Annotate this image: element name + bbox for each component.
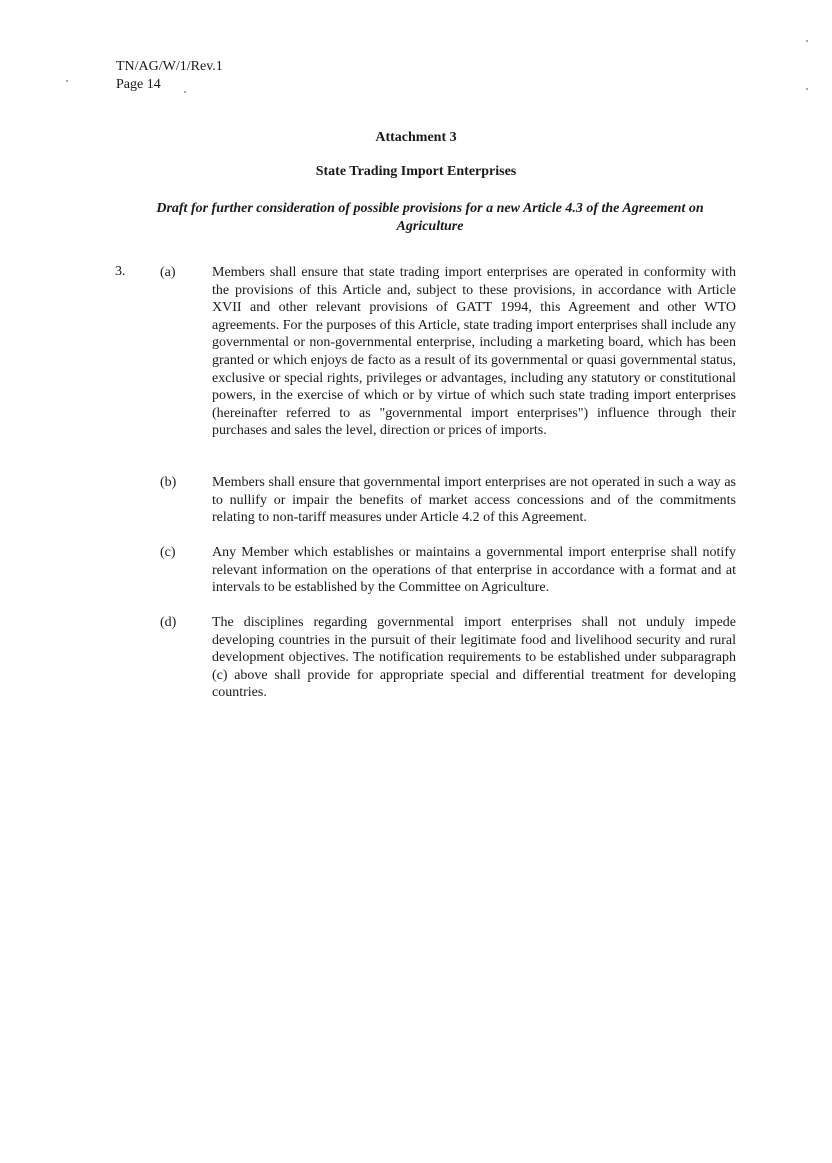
scan-speck	[806, 88, 808, 90]
list-item-d	[160, 614, 736, 702]
item-label: (d)	[160, 615, 177, 630]
item-label: (b)	[160, 475, 177, 490]
scan-speck	[184, 91, 186, 93]
attachment-heading: Attachment 3	[375, 130, 457, 145]
item-text: The disciplines regarding governmental import enterprises shall not unduly impede developing countries in the pursuit of their legitimate food and livelihood security and rural development objectives. The notification requirements to be established under subparagraph (c) above shall provide for appropriate special and differential treatment for developing countries.	[212, 615, 736, 701]
item-text: Any Member which establishes or maintains a governmental import enterprise shall notify relevant information on the operations of that enterprise in accordance with a format and at intervals to be established by the Committee on Agriculture.	[212, 545, 736, 596]
list-item-c	[160, 544, 736, 597]
item-text: Members shall ensure that governmental import enterprises are not operated in such a way as to nullify or impair the benefits of market access concessions and of the commitments relating to non-tariff measures under Article 4.2 of this Agreement.	[212, 475, 736, 526]
list-item-a	[160, 264, 736, 440]
item-label: (a)	[160, 265, 176, 280]
page-title: State Trading Import Enterprises	[315, 164, 517, 179]
page-subtitle: Draft for further consideration of possible provisions for a new Article 4.3 of the Agreement on Agriculture	[156, 201, 704, 234]
paragraph-number: 3.	[115, 264, 126, 279]
item-label: (c)	[160, 545, 176, 560]
document-header	[116, 58, 223, 94]
list-item-b	[160, 474, 736, 527]
document-reference: TN/AG/W/1/Rev.1	[116, 59, 223, 74]
item-text: Members shall ensure that state trading import enterprises are operated in conformity with the provisions of this Article and, subject to these provisions, in accordance with Article XVII and other relevant provisions of GATT 1994, this Agreement and other WTO agreements. For the purposes of this Article, state trading import enterprises shall include any governmental or non-governmental enterprise, including a marketing board, which has been granted or which enjoys de facto as a result of its governmental or quasi governmental status, exclusive or special rights, privileges or advantages, including any statutory or constitutional powers, in the exercise of which or by virtue of which such state trading import enterprises (hereinafter referred to as "governmental import enterprises") influence through their purchases and sales the level, direction or prices of imports.	[212, 265, 736, 439]
scan-speck	[806, 40, 808, 42]
page-number: Page 14	[116, 77, 161, 92]
scan-speck	[66, 80, 68, 82]
